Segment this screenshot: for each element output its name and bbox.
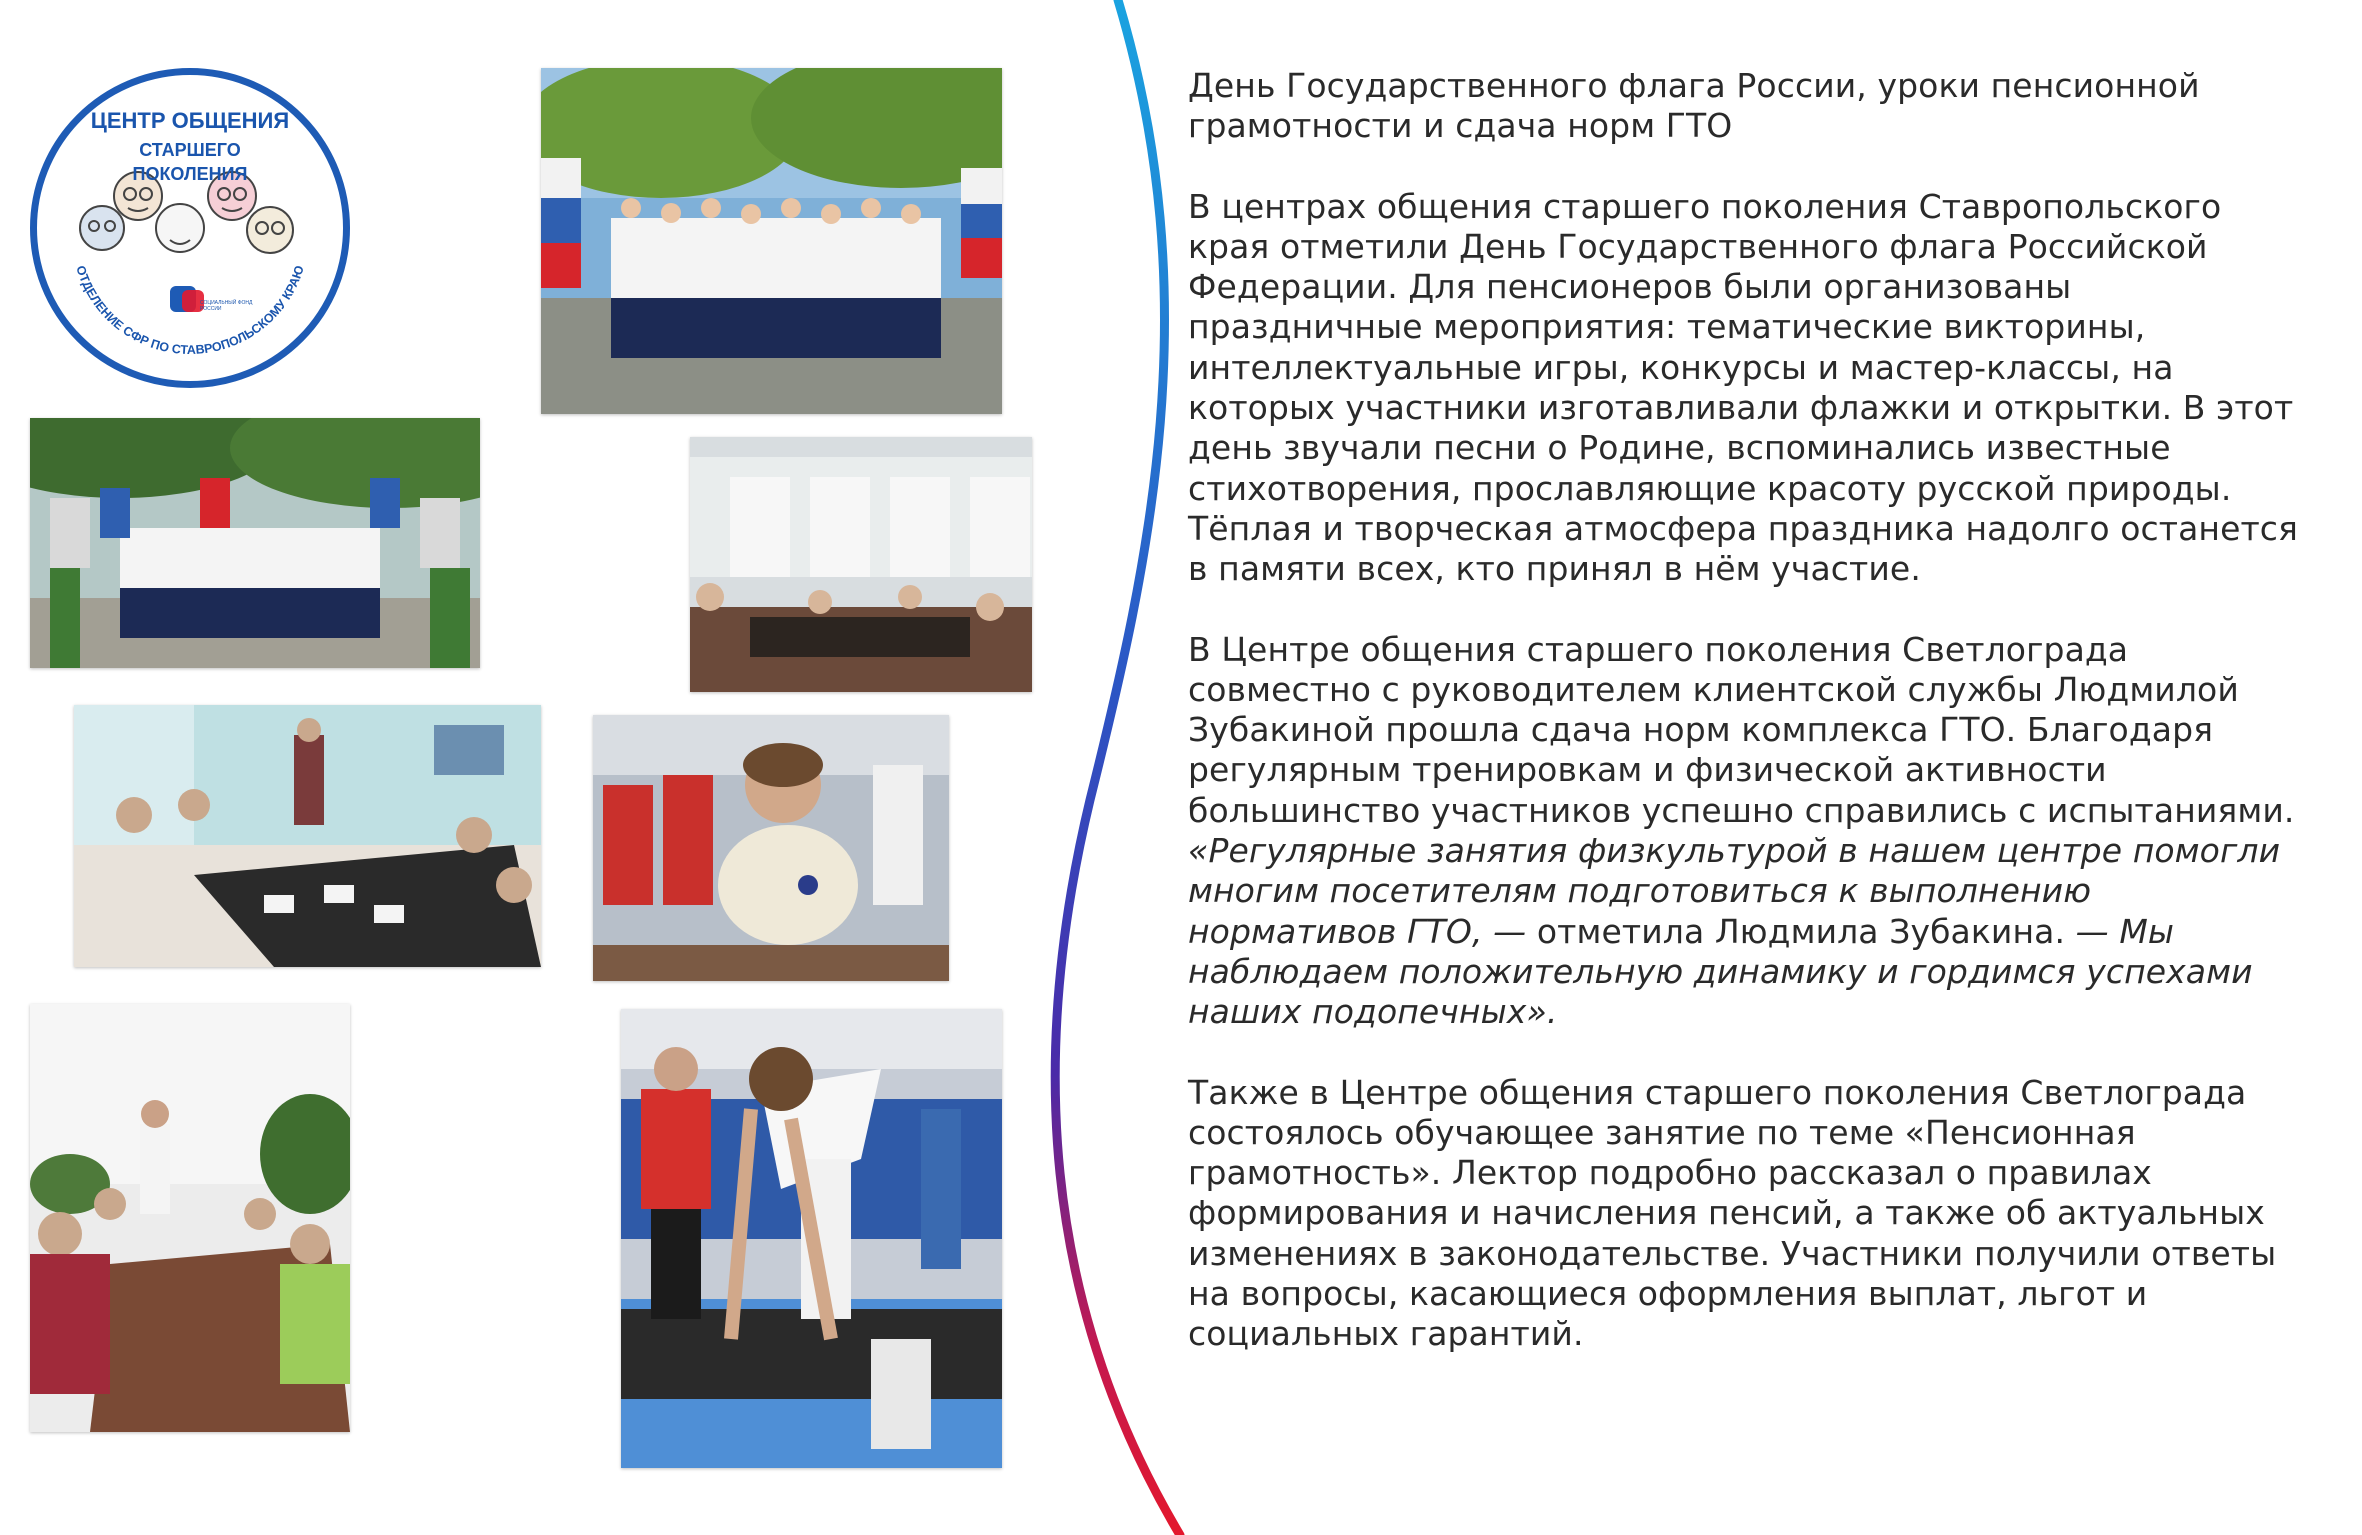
gto-quote-part2: — Мы наблюдаем положительную динамику и гордимся успехами наших подопечных». — [1188, 911, 2253, 1032]
photo-flag-day-children — [541, 68, 1002, 414]
article-paragraph-gto — [1188, 630, 2308, 1033]
logo-fund-name: СОЦИАЛЬНЫЙ ФОНД РОССИИ — [200, 300, 253, 312]
article-paragraph-pension-literacy: Также в Центре общения старшего поколения Светлограда состоялось обучающее занятие по теме «Пенсионная грамотность». Лектор подробно рассказал о правилах формирования и начисления пенсий, а также об актуальных изменениях в законодательстве. Участники получили ответы на вопросы, касающиеся оформления выплат, льгот и социальных гарантий. — [1188, 1072, 2277, 1354]
logo-title-line2: СТАРШЕГО — [139, 140, 241, 160]
center-logo — [30, 68, 350, 388]
photo-flag-day-walkway — [30, 418, 480, 668]
article-heading: День Государственного флага России, уроки пенсионной грамотности и сдача норм ГТО — [1188, 66, 2200, 146]
photo-quiz-table — [74, 705, 541, 967]
photo-meeting-room — [690, 437, 1032, 692]
photo-gto-pushups — [593, 715, 949, 981]
article-paragraph-flag-day: В центрах общения старшего поколения Ставропольского края отметили День Государственного флага Российской Федерации. Для пенсионеров были организованы праздничные мероприятия: тематические викторины, интеллектуальные игры, конкурсы и мастер-классы, на которых участники изготавливали флажки и открытки. В этот день звучали песни о Родине, вспоминались известные стихотворения, прославляющие красоту русской природы. Тёплая и творческая атмосфера праздника надолго останется в памяти всех, кто принял в нём участие. — [1188, 186, 2298, 589]
logo-title-line3: ПОКОЛЕНИЯ — [132, 164, 248, 184]
photo-gto-flexibility — [621, 1009, 1002, 1468]
gto-quote-part1: «Регулярные занятия физкультурой в нашем центре помогли многим посетителям подготовиться к выполнению нормативов ГТО, — — [1188, 831, 2281, 951]
logo-title-line1: ЦЕНТР ОБЩЕНИЯ — [90, 108, 290, 133]
gto-text: В Центре общения старшего поколения Светлограда совместно с руководителем клиентской службы Людмилой Зубакиной прошла сдача норм комплекса ГТО. Благодаря регулярным тренировкам и физической активности большинство участников успешно справились с испытаниями. — [1188, 629, 2295, 830]
logo-arc-label: ОТДЕЛЕНИЕ СФР ПО СТАВРОПОЛЬСКОМУ КРАЮ — [73, 263, 307, 358]
gto-attribution: отметила Людмила Зубакина. — [1536, 911, 2066, 951]
photo-pension-lecture — [30, 1004, 350, 1432]
article-body — [1188, 66, 2308, 1395]
